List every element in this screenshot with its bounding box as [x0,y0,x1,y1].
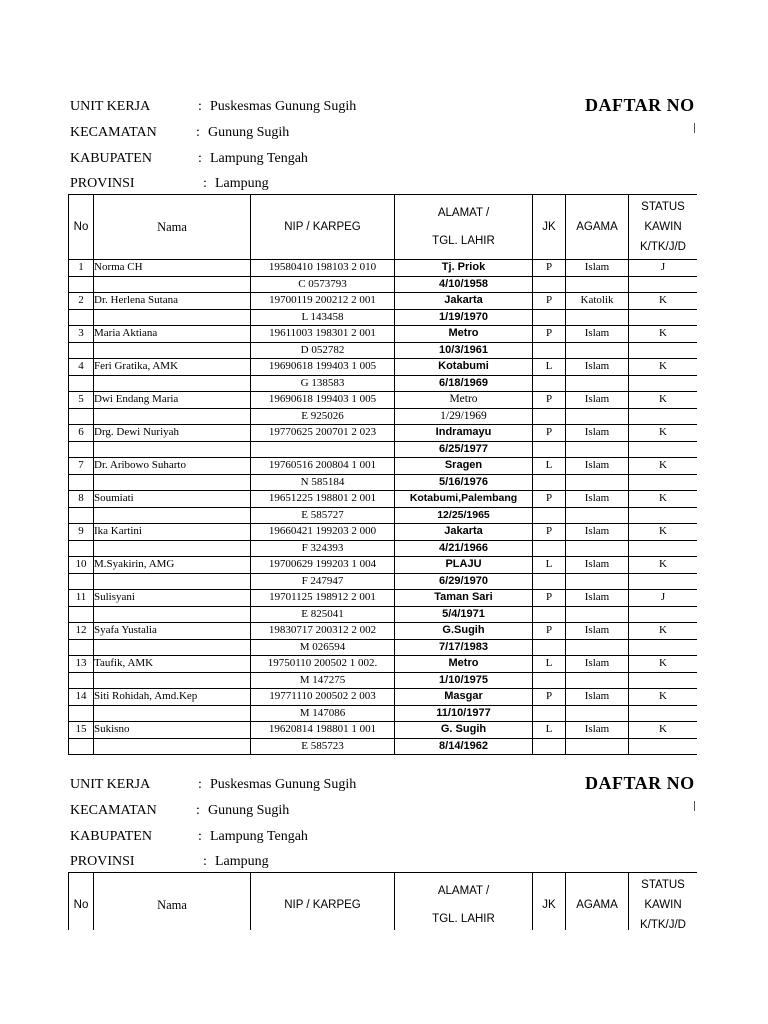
row-nip: 19760516 200804 1 001 [251,458,395,475]
row-nama: Syafa Yustalia [94,623,251,640]
colon: : [198,151,202,166]
row-karpeg: G 138583 [251,375,395,392]
row-no: 5 [69,392,94,409]
row-agama-empty [566,408,629,425]
row-status-empty [629,342,698,359]
row-nama-empty [94,408,251,425]
colon: : [198,829,202,844]
alamat-header-line2: TGL. LAHIR [432,913,495,925]
kabupaten-value: Lampung Tengah [210,151,308,166]
row-alamat: Kotabumi [395,359,533,376]
row-agama-empty [566,573,629,590]
col-no-header: No [69,195,94,260]
row-status: K [629,326,698,343]
row-no-empty [69,309,94,326]
table-row [69,491,698,508]
col-nama-header: Nama [94,195,251,260]
row-jk-empty [533,408,566,425]
row-karpeg: F 324393 [251,540,395,557]
row-status-empty [629,408,698,425]
row-status-empty [629,573,698,590]
row-jk: P [533,524,566,541]
row-status-empty [629,507,698,524]
row-agama-empty [566,375,629,392]
table-row-continued [69,507,698,524]
kabupaten-value: Lampung Tengah [210,829,308,844]
row-nama-empty [94,639,251,656]
row-nama: Sukisno [94,722,251,739]
row-agama: Islam [566,326,629,343]
kecamatan-label: KECAMATAN [70,125,157,140]
document-title: DAFTAR NO [585,773,695,793]
unit-kerja-value: Puskesmas Gunung Sugih [210,99,357,114]
unit-kerja-label: UNIT KERJA [70,99,151,114]
col-jk-header: JK [533,873,566,931]
row-status: J [629,590,698,607]
table-row [69,524,698,541]
row-jk-empty [533,342,566,359]
colon: : [198,99,202,114]
row-alamat: G. Sugih [395,722,533,739]
row-status-empty [629,639,698,656]
alamat-header-line1: ALAMAT / [437,885,490,897]
document-title: DAFTAR NO [585,95,695,115]
row-nama-empty [94,441,251,458]
row-nip: 19700119 200212 2 001 [251,293,395,310]
row-tgl-lahir: 7/17/1983 [395,639,533,656]
table-row-continued [69,606,698,623]
row-no-empty [69,606,94,623]
table-row [69,458,698,475]
row-status-empty [629,441,698,458]
row-agama: Islam [566,524,629,541]
row-agama-empty [566,639,629,656]
status-header-line2: KAWIN [644,221,682,233]
provinsi-value: Lampung [215,854,269,869]
row-status: K [629,623,698,640]
row-nip: 19580410 198103 2 010 [251,260,395,277]
provinsi-value: Lampung [215,176,269,191]
col-status-header [629,873,698,931]
row-no: 10 [69,557,94,574]
row-status-empty [629,276,698,293]
row-no: 12 [69,623,94,640]
row-karpeg: E 585723 [251,738,395,755]
status-header-line3: K/TK/J/D [639,919,686,930]
row-tgl-lahir: 11/10/1977 [395,705,533,722]
table-row [69,557,698,574]
row-alamat: Kotabumi,Palembang [395,491,533,508]
row-agama-empty [566,507,629,524]
col-agama-header: AGAMA [566,873,629,931]
row-jk: L [533,557,566,574]
row-status: K [629,458,698,475]
row-alamat: PLAJU [395,557,533,574]
row-karpeg: E 825041 [251,606,395,623]
row-no-empty [69,441,94,458]
colon: : [203,176,207,191]
row-nama: Feri Gratika, AMK [94,359,251,376]
row-status: K [629,722,698,739]
table-row-continued [69,276,698,293]
row-nama: Siti Rohidah, Amd.Kep [94,689,251,706]
provinsi-label: PROVINSI [70,176,135,191]
row-agama: Islam [566,689,629,706]
row-jk-empty [533,540,566,557]
row-nama-empty [94,375,251,392]
row-alamat: Tj. Priok [395,260,533,277]
table-row-continued [69,375,698,392]
row-nama-empty [94,276,251,293]
row-no: 14 [69,689,94,706]
row-nama-empty [94,342,251,359]
row-no-empty [69,276,94,293]
row-no: 8 [69,491,94,508]
row-alamat: Jakarta [395,293,533,310]
row-nip: 19620814 198801 1 001 [251,722,395,739]
row-alamat: Metro [395,392,533,409]
status-header-line1: STATUS [641,879,685,891]
row-tgl-lahir: 1/19/1970 [395,309,533,326]
row-status: J [629,260,698,277]
row-no: 13 [69,656,94,673]
table-row-continued [69,474,698,491]
row-jk-empty [533,441,566,458]
row-nama: Dwi Endang Maria [94,392,251,409]
row-tgl-lahir: 1/29/1969 [395,408,533,425]
row-no: 9 [69,524,94,541]
row-no: 1 [69,260,94,277]
unit-kerja-value: Puskesmas Gunung Sugih [210,777,357,792]
row-karpeg: D 052782 [251,342,395,359]
row-agama-empty [566,474,629,491]
row-status-empty [629,309,698,326]
table-row [69,656,698,673]
row-agama: Islam [566,722,629,739]
alamat-header-line2: TGL. LAHIR [432,235,495,247]
table-row-continued [69,309,698,326]
row-status-empty [629,474,698,491]
row-tgl-lahir: 6/18/1969 [395,375,533,392]
page-section-2 [0,680,768,930]
row-karpeg: L 143458 [251,309,395,326]
row-nama: Taufik, AMK [94,656,251,673]
row-status: K [629,392,698,409]
row-agama: Islam [566,590,629,607]
row-no: 15 [69,722,94,739]
row-tgl-lahir: 4/21/1966 [395,540,533,557]
row-no-empty [69,540,94,557]
table-row-continued [69,540,698,557]
col-agama-header: AGAMA [566,195,629,260]
row-agama: Islam [566,392,629,409]
row-agama: Islam [566,425,629,442]
section-clip [0,680,697,930]
row-status-empty [629,606,698,623]
row-nip: 19700629 199203 1 004 [251,557,395,574]
row-nip: 19770625 200701 2 023 [251,425,395,442]
row-tgl-lahir: 6/25/1977 [395,441,533,458]
row-jk: P [533,392,566,409]
row-jk-empty [533,639,566,656]
kecamatan-value: Gunung Sugih [208,125,290,140]
row-jk-empty [533,606,566,623]
unit-kerja-label: UNIT KERJA [70,777,151,792]
row-no-empty [69,507,94,524]
row-jk: L [533,722,566,739]
table-row-continued [69,342,698,359]
colon: : [198,777,202,792]
kecamatan-value: Gunung Sugih [208,803,290,818]
row-jk-empty [533,474,566,491]
row-nama: Dr. Herlena Sutana [94,293,251,310]
row-agama-empty [566,342,629,359]
row-jk: P [533,260,566,277]
row-no: 2 [69,293,94,310]
provinsi-label: PROVINSI [70,854,135,869]
table-row [69,293,698,310]
employee-table [68,194,697,755]
row-jk: P [533,689,566,706]
row-agama: Islam [566,359,629,376]
row-status: K [629,491,698,508]
row-nama: Sulisyani [94,590,251,607]
row-nip: 19651225 198801 2 001 [251,491,395,508]
row-alamat: Indramayu [395,425,533,442]
row-karpeg: F 247947 [251,573,395,590]
row-tgl-lahir: 1/10/1975 [395,672,533,689]
row-agama: Islam [566,491,629,508]
row-alamat: Sragen [395,458,533,475]
row-no: 4 [69,359,94,376]
row-agama-empty [566,276,629,293]
col-alamat-header [395,195,533,260]
row-jk: L [533,656,566,673]
row-nip: 19690618 199403 1 005 [251,392,395,409]
table-row [69,425,698,442]
row-nip: 19660421 199203 2 000 [251,524,395,541]
row-no-empty [69,474,94,491]
row-jk-empty [533,375,566,392]
row-alamat: Jakarta [395,524,533,541]
row-alamat: Metro [395,326,533,343]
table-row-continued [69,408,698,425]
table-row-continued [69,441,698,458]
row-status: K [629,557,698,574]
row-agama: Islam [566,656,629,673]
kecamatan-label: KECAMATAN [70,803,157,818]
col-jk-header: JK [533,195,566,260]
row-jk: P [533,326,566,343]
page-bottom-blank [0,930,768,1024]
table-row [69,590,698,607]
row-karpeg: M 147275 [251,672,395,689]
row-agama-empty [566,309,629,326]
row-nip: 19701125 198912 2 001 [251,590,395,607]
table-row-continued [69,573,698,590]
col-nip-header: NIP / KARPEG [251,195,395,260]
row-jk-empty [533,309,566,326]
row-jk: P [533,293,566,310]
row-tgl-lahir: 4/10/1958 [395,276,533,293]
row-no-empty [69,408,94,425]
table-row [69,392,698,409]
table-row [69,359,698,376]
row-no-empty [69,375,94,392]
row-alamat: G.Sugih [395,623,533,640]
row-jk: L [533,458,566,475]
row-jk-empty [533,573,566,590]
row-karpeg: E 585727 [251,507,395,524]
row-no-empty [69,342,94,359]
row-tgl-lahir: 12/25/1965 [395,507,533,524]
row-nama: M.Syakirin, AMG [94,557,251,574]
table-row [69,623,698,640]
row-jk-empty [533,276,566,293]
status-header-line2: KAWIN [644,899,682,911]
row-tgl-lahir: 5/4/1971 [395,606,533,623]
colon: : [196,803,200,818]
row-jk: P [533,623,566,640]
table-row [69,260,698,277]
row-jk-empty [533,507,566,524]
row-nip: 19771110 200502 2 003 [251,689,395,706]
row-agama: Islam [566,557,629,574]
row-status: K [629,359,698,376]
row-tgl-lahir: 10/3/1961 [395,342,533,359]
status-header-line3: K/TK/J/D [639,241,686,253]
row-nama: Drg. Dewi Nuriyah [94,425,251,442]
row-jk: P [533,425,566,442]
employee-table-header [68,872,697,930]
row-karpeg: M 147086 [251,705,395,722]
row-no: 7 [69,458,94,475]
cut-mark [694,123,695,133]
row-nama-empty [94,540,251,557]
row-no-empty [69,573,94,590]
row-nama-empty [94,606,251,623]
row-tgl-lahir: 6/29/1970 [395,573,533,590]
row-status-empty [629,540,698,557]
table-row [69,326,698,343]
row-nama: Maria Aktiana [94,326,251,343]
row-karpeg [251,441,395,458]
table-header-row [69,873,698,931]
kabupaten-label: KABUPATEN [70,829,152,844]
col-nama-header: Nama [94,873,251,931]
col-status-header [629,195,698,260]
row-karpeg: E 925026 [251,408,395,425]
row-agama: Katolik [566,293,629,310]
row-status: K [629,293,698,310]
row-tgl-lahir: 8/14/1962 [395,738,533,755]
colon: : [196,125,200,140]
row-nama-empty [94,474,251,491]
row-nip: 19611003 198301 2 001 [251,326,395,343]
row-status: K [629,689,698,706]
table-header-row [69,195,698,260]
col-nip-header: NIP / KARPEG [251,873,395,931]
row-agama: Islam [566,458,629,475]
row-jk: P [533,590,566,607]
row-nip: 19750110 200502 1 002. [251,656,395,673]
row-alamat: Masgar [395,689,533,706]
row-agama-empty [566,540,629,557]
alamat-header-line1: ALAMAT / [437,207,490,219]
row-jk: L [533,359,566,376]
colon: : [203,854,207,869]
row-alamat: Metro [395,656,533,673]
row-karpeg: M 026594 [251,639,395,656]
row-status: K [629,524,698,541]
cut-mark [694,801,695,811]
row-alamat: Taman Sari [395,590,533,607]
row-agama-empty [566,606,629,623]
row-nama: Norma CH [94,260,251,277]
row-status: K [629,656,698,673]
row-nip: 19830717 200312 2 002 [251,623,395,640]
row-nip: 19690618 199403 1 005 [251,359,395,376]
status-header-line1: STATUS [641,201,685,213]
row-no-empty [69,639,94,656]
row-nama-empty [94,573,251,590]
row-agama-empty [566,441,629,458]
row-jk: P [533,491,566,508]
col-no-header: No [69,873,94,931]
row-no: 3 [69,326,94,343]
row-no: 6 [69,425,94,442]
row-no: 11 [69,590,94,607]
row-agama: Islam [566,623,629,640]
row-nama: Ika Kartini [94,524,251,541]
row-tgl-lahir: 5/16/1976 [395,474,533,491]
row-status-empty [629,375,698,392]
row-nama-empty [94,309,251,326]
kabupaten-label: KABUPATEN [70,151,152,166]
row-status: K [629,425,698,442]
row-nama-empty [94,507,251,524]
col-alamat-header [395,873,533,931]
row-nama: Dr. Aribowo Suharto [94,458,251,475]
row-nama: Soumiati [94,491,251,508]
row-agama: Islam [566,260,629,277]
row-karpeg: N 585184 [251,474,395,491]
row-karpeg: C 0573793 [251,276,395,293]
table-row-continued [69,639,698,656]
